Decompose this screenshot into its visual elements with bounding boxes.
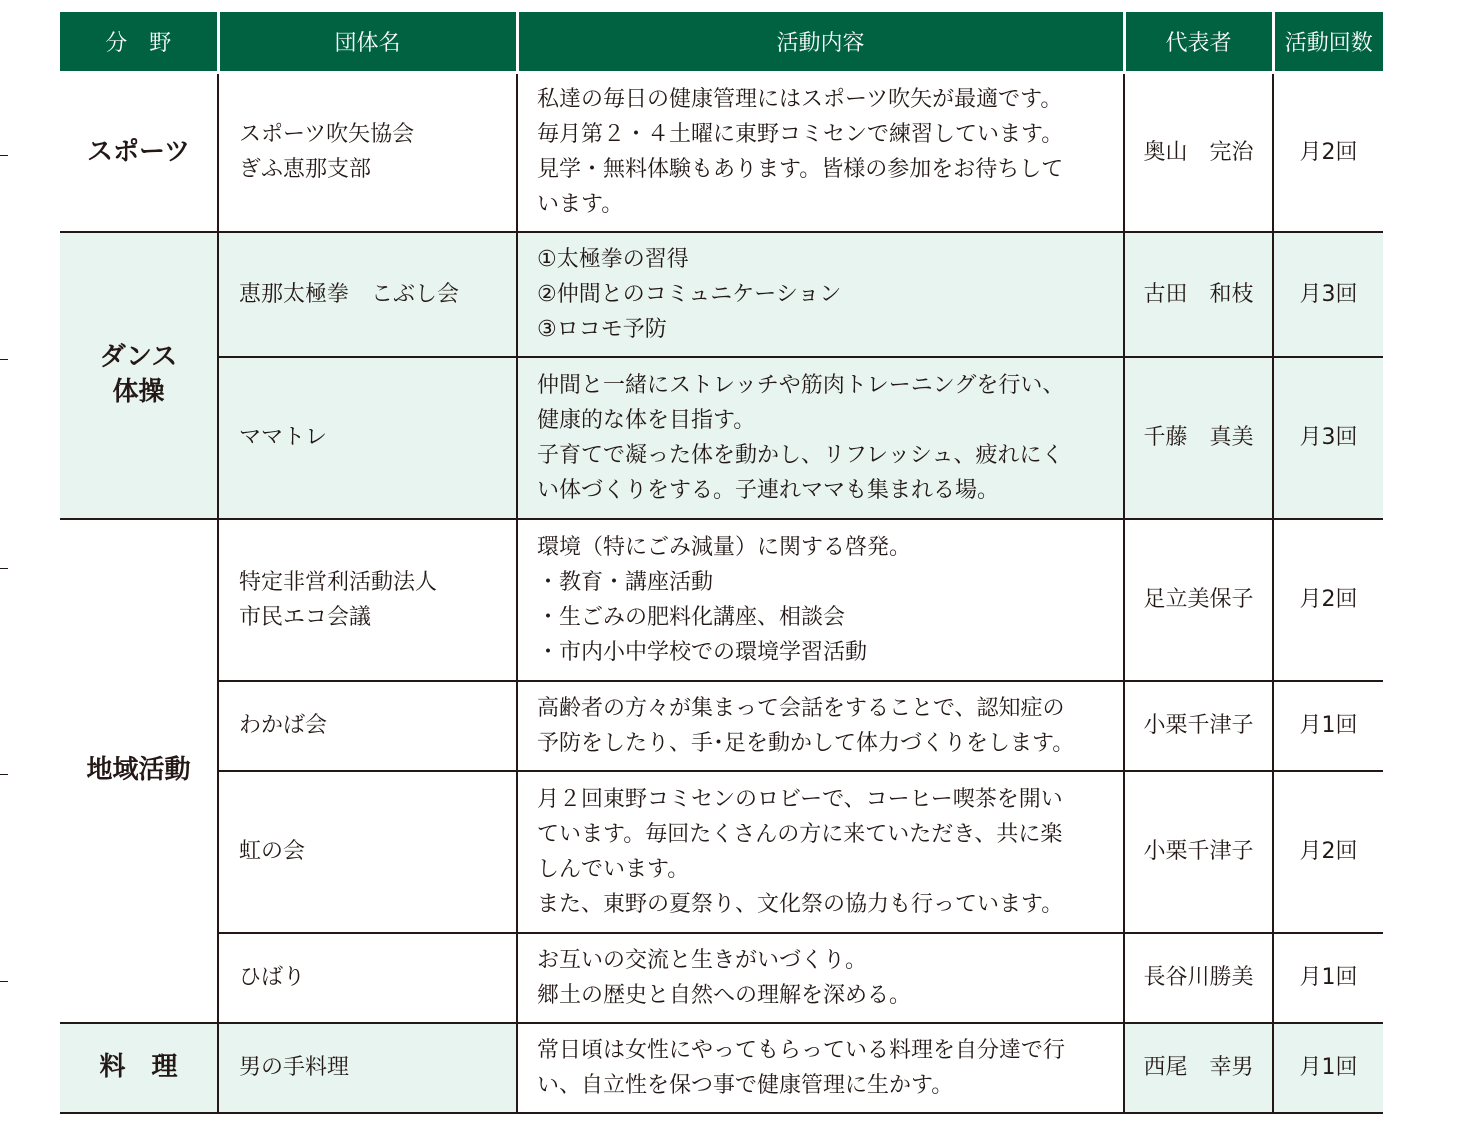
category-label: 料 理 bbox=[99, 1052, 178, 1082]
activity-line: 月２回東野コミセンのロビーで、コーヒー喫茶を開い bbox=[537, 786, 1063, 812]
group-name: スポーツ吹矢協会 bbox=[239, 122, 415, 148]
activity-cell bbox=[517, 771, 1124, 933]
category-cell-sports bbox=[60, 73, 218, 232]
activity-line: 高齢者の方々が集まって会話をすることで、認知症の bbox=[537, 695, 1065, 721]
representative-cell: 小栗千津子 bbox=[1124, 771, 1273, 933]
category-cell-community bbox=[60, 519, 218, 1023]
representative-cell: 長谷川勝美 bbox=[1124, 933, 1273, 1023]
table-row bbox=[60, 681, 1383, 771]
activity-line: ②仲間とのコミュニケーション bbox=[537, 281, 842, 307]
activity-cell bbox=[517, 681, 1124, 771]
group-name: 市民エコ会議 bbox=[239, 604, 372, 630]
group-name: ぎふ恵那支部 bbox=[239, 157, 372, 183]
table-row bbox=[60, 771, 1383, 933]
group-cell bbox=[218, 232, 517, 357]
representative-cell: 西尾 幸男 bbox=[1124, 1023, 1273, 1113]
activity-line: しんでいます。 bbox=[537, 856, 690, 882]
margin-tick bbox=[0, 359, 8, 360]
group-name: 虹の会 bbox=[239, 839, 306, 864]
frequency-cell: 月1回 bbox=[1273, 933, 1383, 1023]
category-label: スポーツ bbox=[87, 136, 190, 167]
header-representative: 代表者 bbox=[1124, 12, 1273, 73]
representative-cell: 千藤 真美 bbox=[1124, 357, 1273, 519]
group-name: ひばり bbox=[239, 965, 306, 990]
activity-line: ③ロコモ予防 bbox=[537, 316, 667, 342]
group-cell bbox=[218, 357, 517, 519]
activity-line: ①太極拳の習得 bbox=[537, 246, 689, 272]
activity-line: 仲間と一緒にストレッチや筋肉トレーニングを行い、 bbox=[537, 372, 1065, 398]
frequency-cell: 月3回 bbox=[1273, 357, 1383, 519]
category-cell-dance bbox=[60, 232, 218, 519]
activity-line: ・市内小中学校での環境学習活動 bbox=[537, 639, 868, 665]
activity-line: 郷土の歴史と自然への理解を深める。 bbox=[537, 982, 912, 1008]
header-row bbox=[60, 12, 1383, 73]
group-cell bbox=[218, 933, 517, 1023]
group-cell bbox=[218, 1023, 517, 1113]
representative-cell: 小栗千津子 bbox=[1124, 681, 1273, 771]
group-cell bbox=[218, 519, 517, 681]
group-name: 特定非営利活動法人 bbox=[239, 569, 438, 595]
activity-line: 予防をしたり、手･足を動かして体力づくりをします。 bbox=[537, 730, 1075, 756]
activity-line: い体づくりをする。子連れママも集まれる場。 bbox=[537, 477, 1000, 503]
margin-tick bbox=[0, 568, 8, 569]
activity-line: います。 bbox=[537, 192, 624, 218]
frequency-cell: 月3回 bbox=[1273, 232, 1383, 357]
representative-cell: 古田 和枝 bbox=[1124, 232, 1273, 357]
activity-line: 環境（特にごみ減量）に関する啓発。 bbox=[537, 534, 912, 560]
margin-tick bbox=[0, 774, 8, 775]
frequency-cell: 月1回 bbox=[1273, 681, 1383, 771]
group-name: 恵那太極拳 こぶし会 bbox=[239, 281, 460, 307]
activity-line: また、東野の夏祭り、文化祭の協力も行っています。 bbox=[537, 891, 1064, 917]
group-cell bbox=[218, 771, 517, 933]
header-frequency: 活動回数 bbox=[1273, 12, 1383, 73]
activity-line: い、自立性を保つ事で健康管理に生かす。 bbox=[537, 1072, 954, 1098]
frequency-cell: 月2回 bbox=[1273, 519, 1383, 681]
table-row bbox=[60, 357, 1383, 519]
activity-line: 子育てで凝った体を動かし、リフレッシュ、疲れにく bbox=[537, 442, 1064, 468]
activity-line: 私達の毎日の健康管理にはスポーツ吹矢が最適です。 bbox=[537, 87, 1063, 113]
activity-line: 健康的な体を目指す。 bbox=[537, 407, 756, 433]
table-row bbox=[60, 232, 1383, 357]
representative-cell: 足立美保子 bbox=[1124, 519, 1273, 681]
group-name: 男の手料理 bbox=[239, 1055, 350, 1080]
margin-tick bbox=[0, 981, 8, 982]
activity-cell bbox=[517, 519, 1124, 681]
activity-line: ・生ごみの肥料化講座、相談会 bbox=[537, 604, 846, 630]
header-activity: 活動内容 bbox=[517, 12, 1124, 73]
table-row bbox=[60, 519, 1383, 681]
table-row bbox=[60, 933, 1383, 1023]
category-label: 地域活動 bbox=[86, 755, 191, 785]
activity-cell bbox=[517, 232, 1124, 357]
activity-line: 常日頃は女性にやってもらっている料理を自分達で行 bbox=[537, 1037, 1066, 1063]
frequency-cell: 月2回 bbox=[1273, 771, 1383, 933]
header-category: 分 野 bbox=[60, 12, 218, 73]
group-cell bbox=[218, 681, 517, 771]
activity-cell bbox=[517, 73, 1124, 232]
group-name: ママトレ bbox=[239, 425, 328, 450]
frequency-cell: 月1回 bbox=[1273, 1023, 1383, 1113]
group-cell bbox=[218, 73, 517, 232]
activity-cell bbox=[517, 1023, 1124, 1113]
category-label: 体操 bbox=[112, 377, 165, 407]
groups-table bbox=[60, 12, 1383, 1114]
activity-line: ています。毎回たくさんの方に来ていただき、共に楽 bbox=[537, 821, 1063, 847]
table-row bbox=[60, 1023, 1383, 1113]
category-cell-cooking bbox=[60, 1023, 218, 1113]
activity-cell bbox=[517, 357, 1124, 519]
activity-line: 見学・無料体験もあります。皆様の参加をお待ちして bbox=[537, 157, 1064, 183]
margin-tick bbox=[0, 155, 8, 156]
activity-line: お互いの交流と生きがいづくり。 bbox=[537, 947, 868, 973]
frequency-cell: 月2回 bbox=[1273, 73, 1383, 232]
activity-line: 毎月第２・４土曜に東野コミセンで練習しています。 bbox=[537, 122, 1064, 148]
table-row bbox=[60, 73, 1383, 232]
activity-cell bbox=[517, 933, 1124, 1023]
activity-line: ・教育・講座活動 bbox=[537, 569, 714, 595]
representative-cell: 奥山 完治 bbox=[1124, 73, 1273, 232]
group-name: わかば会 bbox=[239, 713, 328, 738]
header-group: 団体名 bbox=[218, 12, 517, 73]
category-label: ダンス bbox=[99, 342, 178, 372]
